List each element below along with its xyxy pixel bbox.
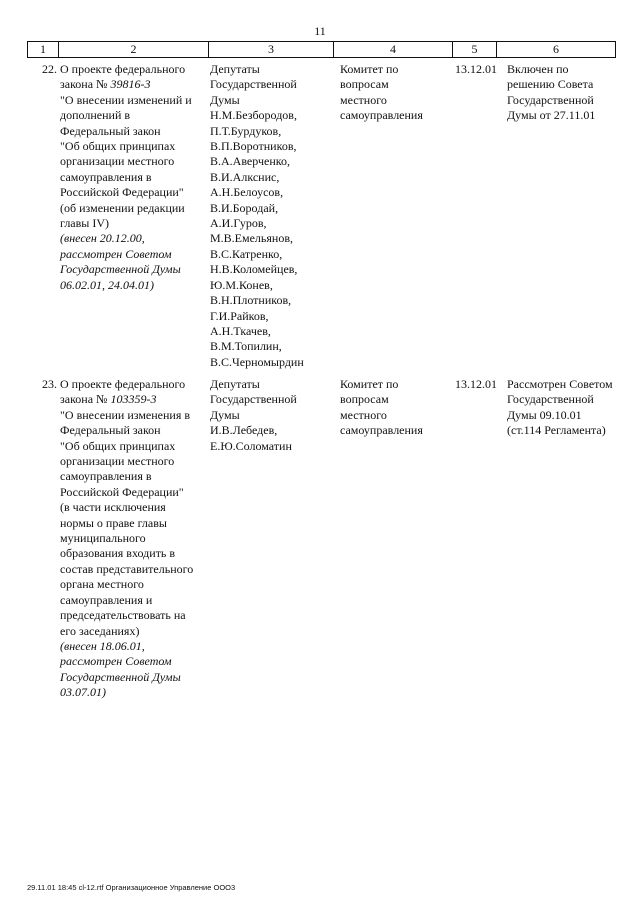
text-line: самоуправления в xyxy=(60,469,152,484)
text-line: О проекте федерального xyxy=(60,377,186,391)
bill-description xyxy=(60,62,206,293)
text-line: закона № 39816-3 xyxy=(60,77,151,92)
text-line: В.С.Катренко, xyxy=(210,246,283,261)
text-line: дополнений в xyxy=(60,108,131,123)
text-line: В.П.Воротников, xyxy=(210,139,297,154)
text-line: В.Н.Плотников, xyxy=(210,293,292,308)
text-line: В.И.Алкснис, xyxy=(210,169,280,184)
review-date: 13.12.01 xyxy=(455,377,497,391)
text-line: Федеральный закон xyxy=(60,123,161,138)
text-line: (внесен 20.12.00, xyxy=(60,231,145,246)
bill-authors xyxy=(210,62,330,370)
document-footer: 29.11.01 18:45 cl-12.rtf Организационное Управление ООО3 xyxy=(27,883,236,892)
column-header-4: 4 xyxy=(334,42,453,57)
text-line: Государственной xyxy=(507,392,594,407)
text-line: Н.М.Безбородов, xyxy=(210,108,297,123)
text-line: Государственной xyxy=(507,92,594,107)
text-line: 06.02.01, 24.04.01) xyxy=(60,277,154,292)
text-line: В.С.Черномырдин xyxy=(210,354,304,369)
text-line: В.А.Аверченко, xyxy=(210,154,290,169)
text-line: 03.07.01) xyxy=(60,685,106,700)
text-line: председательствовать на xyxy=(60,608,186,623)
text-line: закона № 103359-3 xyxy=(60,392,157,407)
text-line: В.М.Топилин, xyxy=(210,339,282,354)
text-line: А.Н.Белоусов, xyxy=(210,185,284,200)
bill-authors xyxy=(210,377,330,454)
text-line: нормы о праве главы xyxy=(60,515,167,530)
text-line: Думы xyxy=(210,92,240,107)
bill-description xyxy=(60,377,206,701)
text-line: Депутаты xyxy=(210,62,260,76)
text-line: решению Совета xyxy=(507,77,594,92)
text-line: Федеральный закон xyxy=(60,423,161,438)
text-line: муниципального xyxy=(60,531,146,546)
text-line: местного xyxy=(340,407,387,422)
text-line: Государственной Думы xyxy=(60,262,181,277)
text-line: состав представительного xyxy=(60,561,194,576)
text-line: Г.И.Райков, xyxy=(210,308,269,323)
text-line: Российской Федерации" xyxy=(60,185,184,200)
text-line: Государственной xyxy=(210,77,297,92)
text-line: организации местного xyxy=(60,154,175,169)
text-line: (ст.114 Регламента) xyxy=(507,423,606,438)
text-line: самоуправления xyxy=(340,423,423,438)
text-line: Государственной xyxy=(210,392,297,407)
text-line: местного xyxy=(340,92,387,107)
text-line: О проекте федерального xyxy=(60,62,186,76)
text-line: образования входить в xyxy=(60,546,176,561)
column-header-6: 6 xyxy=(553,42,559,56)
table-header xyxy=(27,41,616,58)
text-line: Е.Ю.Соломатин xyxy=(210,438,292,453)
text-line: Н.В.Коломейцев, xyxy=(210,262,298,277)
text-line: самоуправления xyxy=(340,108,423,123)
text-line: "О внесении изменения в xyxy=(60,407,191,422)
bill-status xyxy=(507,377,617,439)
column-header-5: 5 xyxy=(453,42,497,57)
text-line: П.Т.Бурдуков, xyxy=(210,123,282,138)
text-line: Думы 09.10.01 xyxy=(507,407,582,422)
text-line: М.В.Емельянов, xyxy=(210,231,293,246)
row-number: 22. xyxy=(42,62,57,76)
text-line: органа местного xyxy=(60,577,144,592)
column-header-3: 3 xyxy=(209,42,334,57)
text-line: Ю.М.Конев, xyxy=(210,277,273,292)
column-header-1: 1 xyxy=(28,42,59,57)
text-line: рассмотрен Советом xyxy=(60,654,172,669)
text-line: вопросам xyxy=(340,77,389,92)
text-line: "Об общих принципах xyxy=(60,139,176,154)
responsible-committee xyxy=(340,377,450,439)
text-line: А.Н.Ткачев, xyxy=(210,323,271,338)
text-line: Комитет по xyxy=(340,62,399,76)
text-line: Депутаты xyxy=(210,377,260,391)
column-header-2: 2 xyxy=(59,42,209,57)
text-line: А.И.Гуров, xyxy=(210,216,267,231)
text-line: самоуправления в xyxy=(60,169,152,184)
text-line: И.В.Лебедев, xyxy=(210,423,278,438)
text-line: (в части исключения xyxy=(60,500,166,515)
text-line: главы IV) xyxy=(60,216,110,231)
text-line: организации местного xyxy=(60,454,175,469)
text-line: вопросам xyxy=(340,392,389,407)
page-number: 11 xyxy=(314,24,326,38)
row-number: 23. xyxy=(42,377,57,391)
text-line: Рассмотрен Советом xyxy=(507,377,613,391)
text-line: "Об общих принципах xyxy=(60,438,176,453)
text-line: Комитет по xyxy=(340,377,399,391)
text-line: Российской Федерации" xyxy=(60,484,184,499)
review-date: 13.12.01 xyxy=(455,62,497,76)
text-line: (внесен 18.06.01, xyxy=(60,638,145,653)
text-line: Государственной Думы xyxy=(60,669,181,684)
bill-status xyxy=(507,62,617,124)
text-line: Думы xyxy=(210,407,240,422)
text-line: самоуправления и xyxy=(60,592,153,607)
text-line: Думы от 27.11.01 xyxy=(507,108,596,123)
text-line: рассмотрен Советом xyxy=(60,246,172,261)
text-line: Включен по xyxy=(507,62,569,76)
responsible-committee xyxy=(340,62,450,124)
text-line: его заседаниях) xyxy=(60,623,140,638)
text-line: "О внесении изменений и xyxy=(60,92,192,107)
text-line: (об изменении редакции xyxy=(60,200,185,215)
text-line: В.И.Бородай, xyxy=(210,200,279,215)
